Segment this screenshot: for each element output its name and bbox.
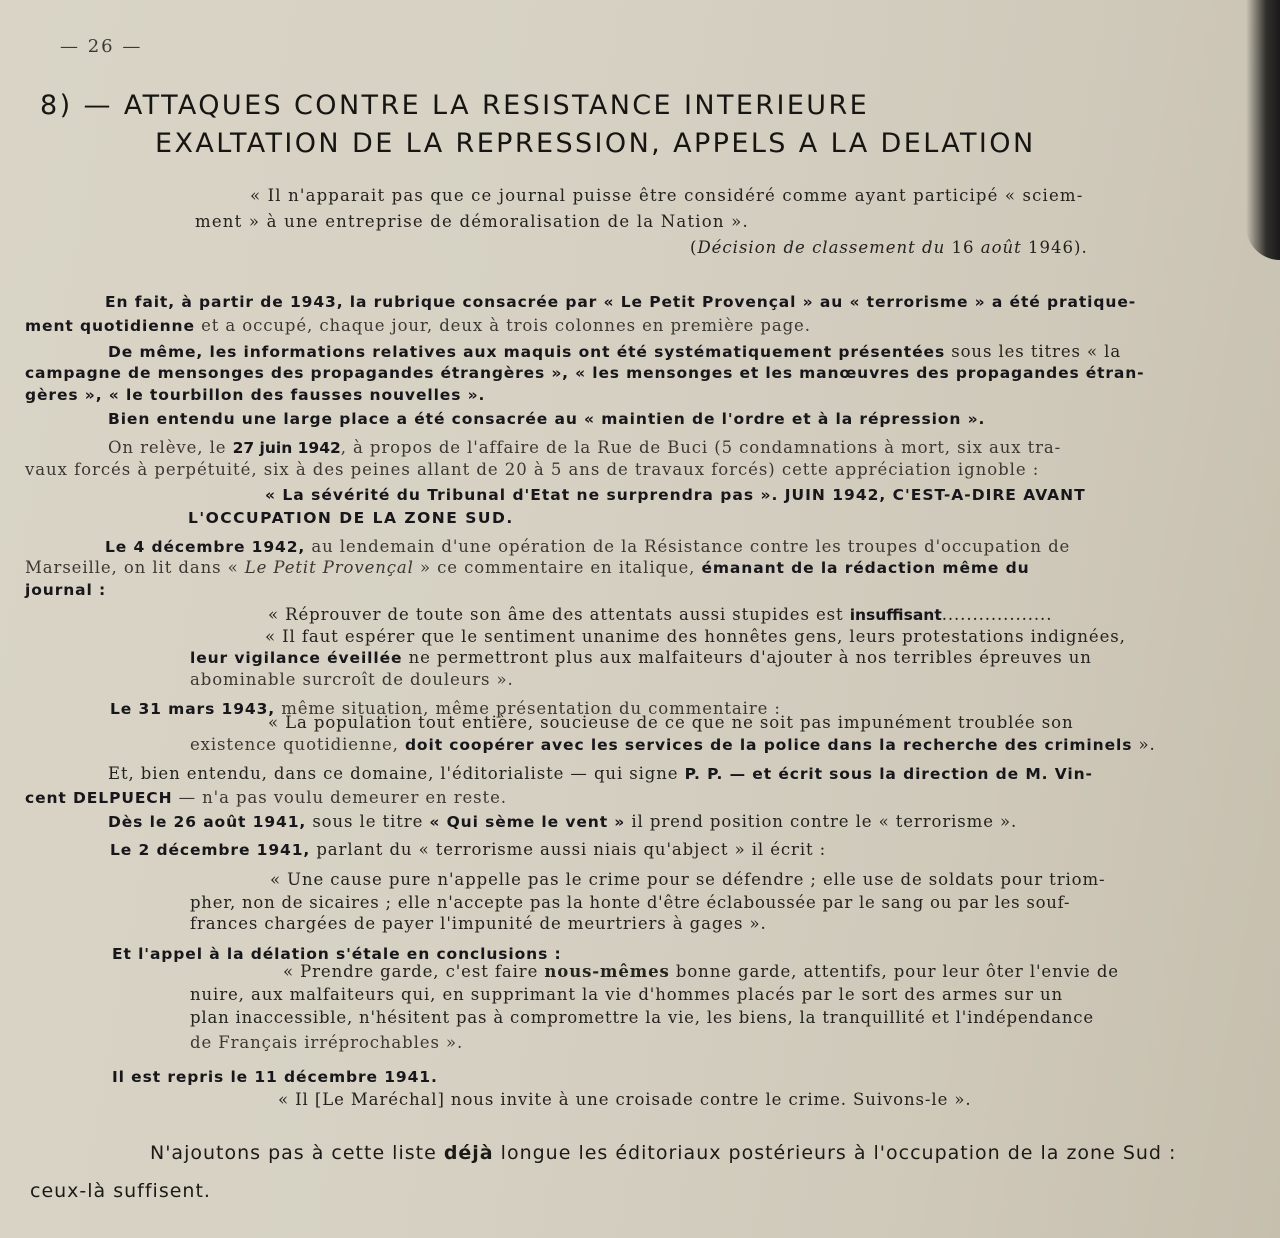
- epigraph-citation: (Décision de classement du 16 août 1946).: [690, 238, 1088, 257]
- text-line: ceux-là suffisent.: [30, 1180, 211, 1202]
- page-edge-shadow: [1246, 0, 1280, 260]
- quote-line: abominable surcroît de douleurs ».: [190, 670, 514, 689]
- quote-line: « Réprouver de toute son âme des attentats aussi stupides est insuffisant..................: [268, 605, 1053, 624]
- text-line: Le 2 décembre 1941, parlant du « terrorisme aussi niais qu'abject » il écrit :: [110, 840, 827, 859]
- text-line: campagne de mensonges des propagandes étrangères », « les mensonges et les manœuvres des propagandes étran-: [25, 364, 1145, 382]
- epigraph-line: « Il n'apparait pas que ce journal puisse être considéré comme ayant participé « sciem-: [250, 186, 1084, 205]
- text-line: En fait, à partir de 1943, la rubrique consacrée par « Le Petit Provençal » au « terrorisme » a été pratique-: [105, 293, 1137, 311]
- quote-line: frances chargées de payer l'impunité de meurtriers à gages ».: [190, 914, 767, 933]
- quote-line: « Il [Le Maréchal] nous invite à une croisade contre le crime. Suivons-le ».: [278, 1090, 972, 1109]
- quote-line: « La sévérité du Tribunal d'Etat ne surprendra pas ». JUIN 1942, C'EST-A-DIRE AVANT: [265, 486, 1086, 504]
- epigraph-line: ment » à une entreprise de démoralisation de la Nation ».: [195, 212, 749, 231]
- text-line: Marseille, on lit dans « Le Petit Provençal » ce commentaire en italique, émanant de la rédaction même du: [25, 558, 1030, 577]
- text-line: Et, bien entendu, dans ce domaine, l'éditorialiste — qui signe P. P. — et écrit sous la direction de M. Vin-: [108, 764, 1093, 783]
- quote-line: « Une cause pure n'appelle pas le crime pour se défendre ; elle use de soldats pour triom-: [270, 870, 1106, 889]
- quote-line: « La population tout entière, soucieuse de ce que ne soit pas impunément troublée son: [268, 713, 1074, 732]
- section-heading-line-1: 8) — ATTAQUES CONTRE LA RESISTANCE INTERIEURE: [40, 90, 870, 121]
- quote-line: nuire, aux malfaiteurs qui, en supprimant la vie d'hommes placés par le sort des armes sur un: [190, 985, 1064, 1004]
- quote-line: existence quotidienne, doit coopérer avec les services de la police dans la recherche des criminels ».: [190, 735, 1156, 754]
- quote-line: pher, non de sicaires ; elle n'accepte pas la honte d'être éclaboussée par le sang ou par les souf-: [190, 893, 1071, 912]
- quote-line: L'OCCUPATION DE LA ZONE SUD.: [188, 509, 514, 527]
- text-line: Bien entendu une large place a été consacrée au « maintien de l'ordre et à la répression ».: [108, 410, 986, 428]
- quote-line: de Français irréprochables ».: [190, 1033, 464, 1052]
- text-line: Le 4 décembre 1942, au lendemain d'une opération de la Résistance contre les troupes d'occupation de: [105, 537, 1071, 556]
- text-line: Dès le 26 août 1941, sous le titre « Qui sème le vent » il prend position contre le « terrorisme ».: [108, 812, 1018, 831]
- text-line: cent DELPUECH — n'a pas voulu demeurer en reste.: [25, 788, 507, 807]
- section-heading-line-2: EXALTATION DE LA REPRESSION, APPELS A LA DELATION: [155, 128, 1036, 159]
- text-line: De même, les informations relatives aux maquis ont été systématiquement présentées sous les titres « la: [108, 342, 1122, 361]
- text-line: journal :: [25, 581, 107, 599]
- text-line: N'ajoutons pas à cette liste déjà longue les éditoriaux postérieurs à l'occupation de la zone Sud :: [150, 1142, 1177, 1164]
- quote-line: « Prendre garde, c'est faire nous-mêmes bonne garde, attentifs, pour leur ôter l'envie de: [283, 962, 1119, 981]
- text-line: Et l'appel à la délation s'étale en conclusions :: [112, 945, 562, 963]
- text-line: ment quotidienne et a occupé, chaque jour, deux à trois colonnes en première page.: [25, 316, 811, 335]
- quote-line: leur vigilance éveillée ne permettront plus aux malfaiteurs d'ajouter à nos terribles épreuves un: [190, 648, 1092, 667]
- text-line: Il est repris le 11 décembre 1941.: [112, 1068, 438, 1086]
- quote-line: plan inaccessible, n'hésitent pas à compromettre la vie, les biens, la tranquillité et l'indépendance: [190, 1008, 1094, 1027]
- text-line: gères », « le tourbillon des fausses nouvelles ».: [25, 386, 486, 404]
- text-line: On relève, le 27 juin 1942, à propos de l'affaire de la Rue de Buci (5 condamnations à mort, six aux tra-: [108, 438, 1062, 457]
- text-line: Le 31 mars 1943, même situation, même présentation du commentaire :: [110, 699, 781, 718]
- quote-line: « Il faut espérer que le sentiment unanime des honnêtes gens, leurs protestations indignées,: [265, 627, 1126, 646]
- text-line: vaux forcés à perpétuité, six à des peines allant de 20 à 5 ans de travaux forcés) cette appréciation ignoble :: [25, 460, 1040, 479]
- page-number: — 26 —: [60, 36, 143, 57]
